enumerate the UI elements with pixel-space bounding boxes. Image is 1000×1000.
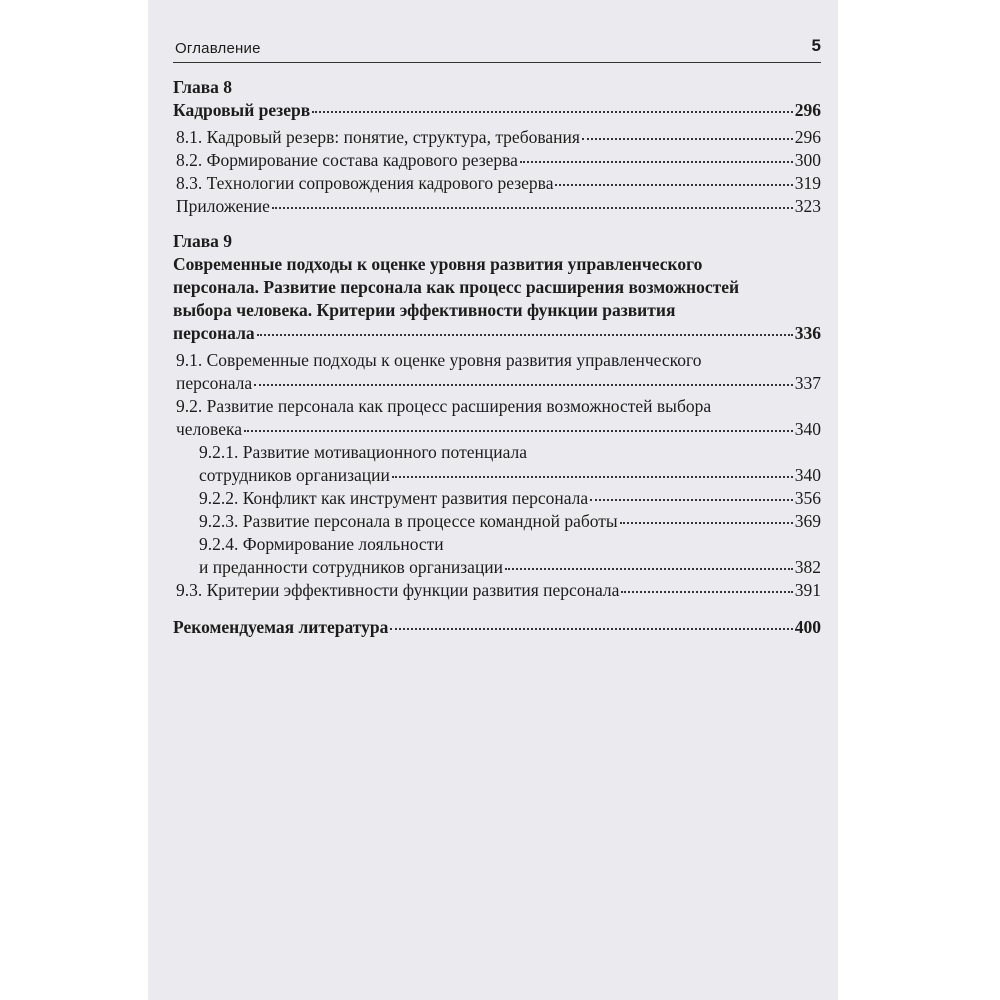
entry-page: 400 [794, 617, 821, 637]
entry-page: 356 [794, 488, 821, 508]
toc-entry-9-1[interactable] [173, 372, 821, 395]
entry-text: 9.2.3. Развитие персонала в процессе командной работы [199, 511, 618, 531]
header-title: Оглавление [175, 40, 261, 57]
chapter-9-title-line: персонала. Развитие персонала как процесс расширения возможностей [173, 277, 740, 297]
leader-dots [590, 498, 793, 501]
entry-text: 9.3. Критерии эффективности функции развития персонала [176, 580, 620, 600]
toc-entry-9-2-2[interactable] [173, 487, 821, 510]
toc-entry-8-1[interactable] [173, 126, 821, 149]
entry-page: 300 [794, 150, 821, 170]
toc-entry-9-2-1[interactable] [173, 464, 821, 487]
running-header [173, 38, 821, 63]
entry-page: 340 [794, 419, 821, 439]
leader-dots [312, 110, 793, 113]
leader-dots [621, 590, 792, 593]
entry-text: человека [176, 419, 242, 439]
entry-page: 340 [794, 465, 821, 485]
entry-text: 8.2. Формирование состава кадрового резерва [176, 150, 518, 170]
toc-entry-9-2-4[interactable] [173, 556, 821, 579]
toc-entry-9-1-line1[interactable]: 9.1. Современные подходы к оценке уровня развития управленческого [176, 350, 702, 370]
leader-dots [244, 429, 793, 432]
chapter-9-title-line: Современные подходы к оценке уровня развития управленческого [173, 254, 703, 274]
toc-entry-appendix[interactable] [173, 195, 821, 218]
entry-page: 319 [794, 173, 821, 193]
leader-dots [272, 206, 793, 209]
entry-page: 369 [794, 511, 821, 531]
entry-text: 8.1. Кадровый резерв: понятие, структура, требования [176, 127, 580, 147]
toc-entry-9-2[interactable] [173, 418, 821, 441]
entry-page: 336 [794, 323, 821, 343]
entry-text: персонала [176, 373, 253, 393]
leader-dots [257, 333, 793, 336]
leader-dots [392, 475, 793, 478]
leader-dots [505, 567, 793, 570]
leader-dots [582, 137, 793, 140]
entry-page: 323 [794, 196, 821, 216]
leader-dots [390, 627, 792, 630]
entry-page: 296 [794, 100, 821, 120]
entry-text: сотрудников организации [199, 465, 390, 485]
leader-dots [555, 183, 792, 186]
page-number: 5 [811, 36, 821, 55]
toc-entry-9-2-4-line1[interactable]: 9.2.4. Формирование лояльности [199, 534, 444, 554]
entry-page: 391 [794, 580, 821, 600]
entry-text: Приложение [176, 196, 270, 216]
toc-entry-8-2[interactable] [173, 149, 821, 172]
entry-page: 382 [794, 557, 821, 577]
chapter-9-title-line: персонала [173, 323, 255, 343]
entry-page: 337 [794, 373, 821, 393]
entry-text: 8.3. Технологии сопровождения кадрового резерва [176, 173, 554, 193]
toc-entry-literature[interactable] [173, 616, 821, 639]
literature-title: Рекомендуемая литература [173, 617, 389, 637]
chapter-8-label: Глава 8 [173, 77, 233, 97]
chapter-8-title: Кадровый резерв [173, 100, 311, 120]
toc-entry-9-2-3[interactable] [173, 510, 821, 533]
leader-dots [520, 160, 793, 163]
toc-entry-chapter-8[interactable] [173, 99, 821, 122]
table-of-contents [173, 76, 821, 639]
toc-entry-9-2-1-line1[interactable]: 9.2.1. Развитие мотивационного потенциала [199, 442, 527, 462]
toc-entry-8-3[interactable] [173, 172, 821, 195]
toc-entry-9-3[interactable] [173, 579, 821, 602]
leader-dots [254, 383, 793, 386]
toc-entry-9-2-line1[interactable]: 9.2. Развитие персонала как процесс расширения возможностей выбора [176, 396, 712, 416]
chapter-9-title-line: выбора человека. Критерии эффективности функции развития [173, 300, 676, 320]
leader-dots [620, 521, 793, 524]
entry-text: 9.2.2. Конфликт как инструмент развития персонала [199, 488, 589, 508]
toc-entry-chapter-9[interactable] [173, 322, 821, 345]
entry-page: 296 [794, 127, 821, 147]
entry-text: и преданности сотрудников организации [199, 557, 504, 577]
chapter-9-label: Глава 9 [173, 231, 233, 251]
